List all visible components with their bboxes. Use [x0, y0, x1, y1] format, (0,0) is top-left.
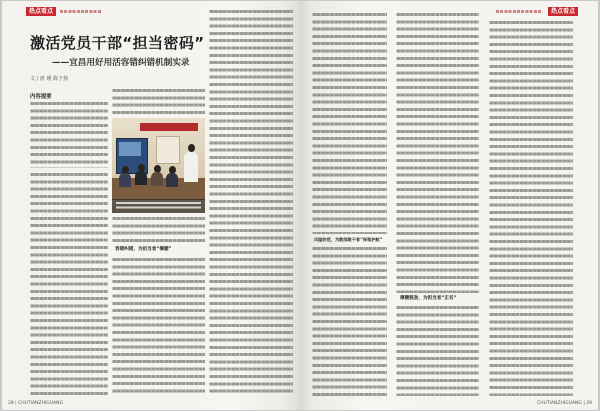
display-screen-content — [119, 142, 141, 156]
body-text-block — [312, 13, 387, 234]
left-page — [2, 1, 300, 410]
meeting-photo — [112, 118, 205, 213]
body-text-block — [396, 13, 479, 293]
person-head — [188, 144, 195, 152]
notice-board — [156, 136, 180, 164]
section-heading: 风险防范，为敢闯敢干者“保驾护航” — [314, 237, 383, 242]
body-text-block — [312, 247, 387, 396]
body-text-block — [112, 258, 205, 396]
right-page — [300, 1, 598, 410]
issue-info — [60, 10, 102, 13]
standing-person — [184, 152, 198, 182]
section-tag: 热点看点 — [26, 7, 56, 16]
body-text-block — [30, 173, 108, 396]
person-body — [119, 173, 131, 187]
section-heading: 容错纠错，为担当者“撑腰” — [115, 247, 172, 252]
byline: 文 / 唐 瑾 陈子扬 — [30, 76, 69, 82]
person-body — [135, 171, 147, 185]
body-text-block — [112, 217, 205, 244]
issue-info — [496, 10, 542, 13]
page-footer: CHUTIANZHIGUANG | 29 — [537, 401, 592, 406]
page-footer: 28 | CHUTIANZHIGUANG — [8, 401, 63, 406]
person-body — [151, 172, 163, 186]
photo-caption — [116, 202, 201, 211]
body-text-block — [209, 10, 293, 396]
abstract-label: 内容提要 — [30, 94, 52, 100]
article-title: 激活党员干部“担当密码” — [30, 34, 205, 52]
person-body — [166, 173, 178, 187]
section-tag: 热点看点 — [548, 7, 578, 16]
body-text-block — [489, 21, 573, 396]
body-text-block — [112, 89, 205, 116]
abstract-text — [30, 102, 108, 168]
article-subtitle: ——宜昌用好用活容错纠错机制实录 — [52, 58, 190, 68]
red-banner — [140, 123, 198, 131]
section-heading: 撑腰鼓劲，为担当者“正名” — [400, 296, 457, 301]
body-text-block — [396, 306, 479, 396]
